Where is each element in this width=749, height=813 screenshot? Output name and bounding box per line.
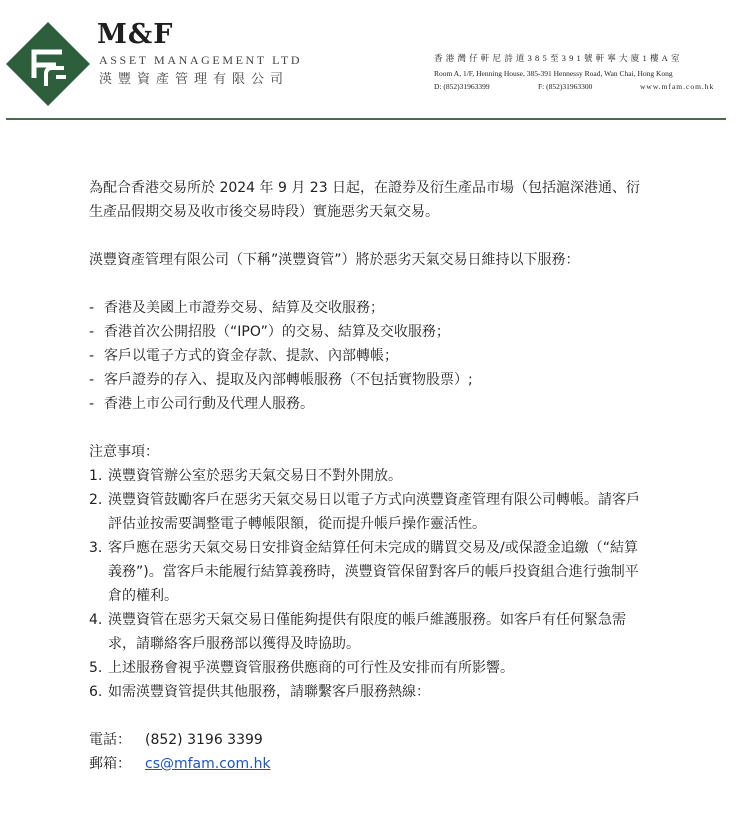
note-number: 5. (89, 660, 103, 676)
phone-label: 電話： (89, 732, 131, 748)
contact-email-row (89, 752, 649, 776)
brand-subtitle: ASSET MANAGEMENT LTD (99, 53, 303, 67)
list-item: - 客戶以電子方式的資金存款、提款、內部轉帳； (89, 344, 649, 368)
list-item (89, 656, 649, 680)
note-number: 2. (89, 492, 103, 508)
notes-title: 注意事項： (89, 444, 159, 460)
note-text: 渶豐資管辦公室於惡劣天氣交易日不對外開放。 (108, 468, 402, 484)
list-item (89, 608, 649, 656)
note-text: 如需渶豐資管提供其他服務，請聯繫客戶服務熱線： (108, 684, 430, 700)
company-logo-icon (6, 22, 90, 106)
address-chinese: 香港灣仔軒尼詩道385至391號軒寧大廈1樓A室 (434, 53, 683, 63)
phone-value: (852) 3196 3399 (145, 732, 263, 748)
list-item (89, 536, 649, 608)
list-item: - 香港首次公開招股（“IPO”）的交易、結算及交收服務； (89, 320, 649, 344)
list-item: - 香港上市公司行動及代理人服務。 (89, 392, 649, 416)
header-phone: D: (852)31963399 (434, 82, 490, 91)
note-number: 3. (89, 540, 103, 556)
header-divider (6, 118, 726, 120)
list-item (89, 680, 649, 704)
notes-list (89, 464, 649, 704)
header-fax: F: (852)31963300 (538, 82, 593, 91)
note-text: 上述服務會視乎渶豐資管服務供應商的可行性及安排而有所影響。 (108, 660, 514, 676)
brand-chinese-name: 渶豐資產管理有限公司 (99, 72, 290, 87)
list-item (89, 464, 649, 488)
notice-body (89, 176, 649, 776)
services-list (89, 296, 649, 416)
brand-name: M&F (97, 19, 174, 50)
company-address-block (434, 52, 715, 96)
intro-paragraph: 為配合香港交易所於 2024 年 9 月 23 日起，在證券及衍生產品市場（包括滬深港通、衍生產品假期交易及收市後交易時段）實施惡劣天氣交易。 (89, 180, 641, 220)
list-item (89, 488, 649, 536)
note-number: 4. (89, 612, 103, 628)
email-link[interactable]: cs@mfam.com.hk (145, 756, 271, 772)
list-item: - 香港及美國上市證券交易、結算及交收服務； (89, 296, 649, 320)
contact-phone-row (89, 728, 649, 752)
note-text: 渶豐資管鼓勵客戶在惡劣天氣交易日以電子方式向渶豐資產管理有限公司轉帳。請客戶評估並按需要調整電子轉帳限額，從而提升帳戶操作靈活性。 (108, 492, 640, 532)
email-label: 郵箱： (89, 756, 131, 772)
note-text: 客戶應在惡劣天氣交易日安排資金結算任何未完成的購買交易及/或保證金追繳（“結算義務”)。當客戶未能履行結算義務時，渶豐資管保留對客戶的帳戶投資組合進行強制平倉的權利。 (108, 540, 639, 604)
address-english: Room A, 1/F, Henning House, 385-391 Hennessy Road, Wan Chai, Hong Kong (434, 69, 673, 78)
lead-paragraph: 渶豐資產管理有限公司（下稱”渶豐資管”）將於惡劣天氣交易日維持以下服務： (89, 252, 580, 268)
header-website[interactable]: www.mfam.com.hk (640, 82, 715, 91)
letterhead (0, 0, 749, 122)
note-number: 1. (89, 468, 103, 484)
note-text: 渶豐資管在惡劣天氣交易日僅能夠提供有限度的帳戶維護服務。如客戶有任何緊急需求，請聯絡客戶服務部以獲得及時協助。 (108, 612, 626, 652)
list-item: - 客戶證券的存入、提取及內部轉帳服務（不包括實物股票）; (89, 368, 649, 392)
header-contact-row (434, 82, 715, 96)
note-number: 6. (89, 684, 103, 700)
